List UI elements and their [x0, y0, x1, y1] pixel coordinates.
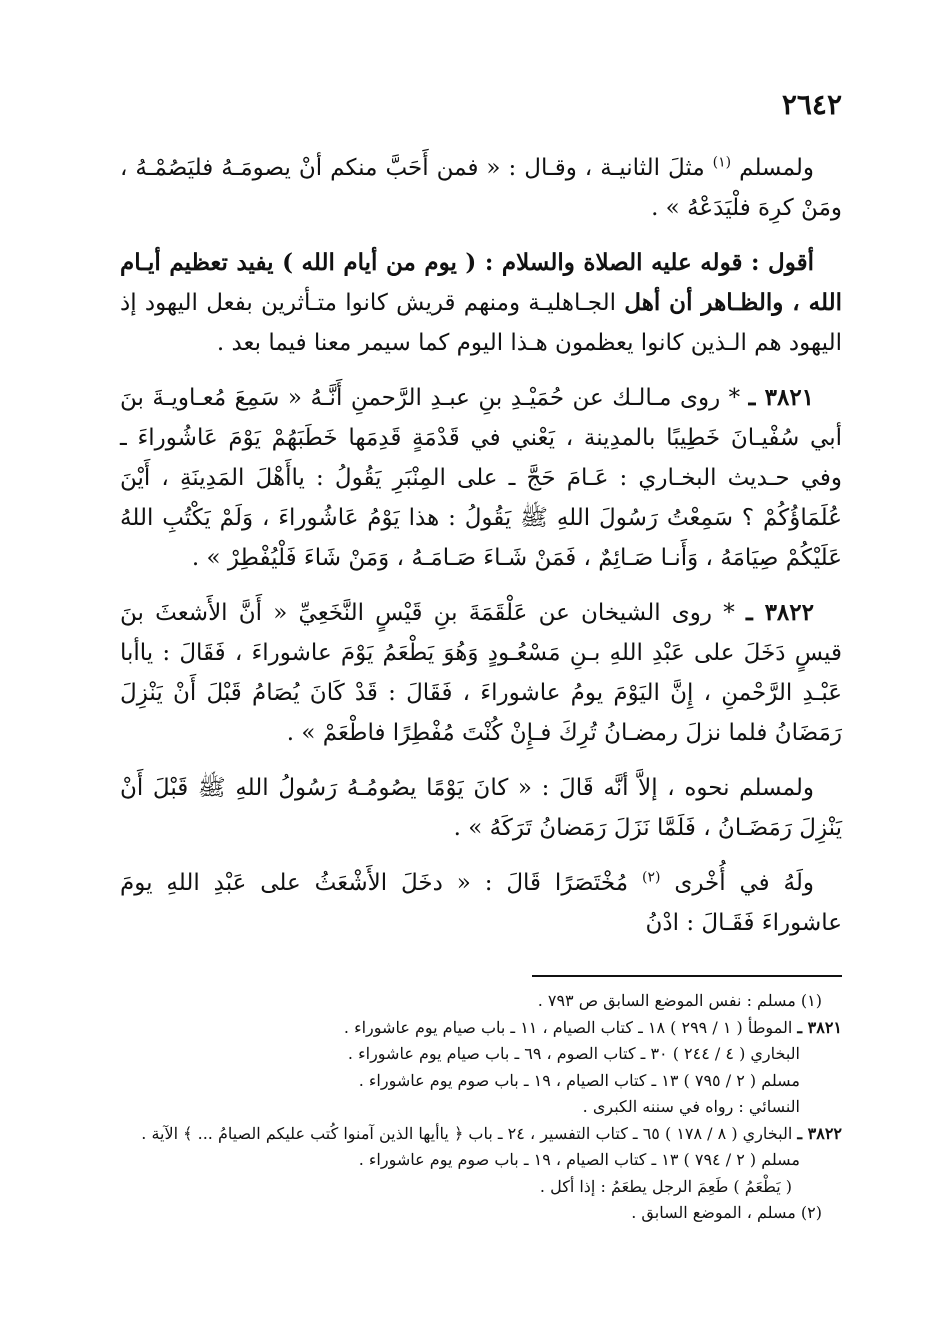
hadith-number: ٣٨٢١ ـ — [748, 384, 815, 411]
footnote-divider — [532, 975, 842, 977]
paragraph-muslim-variant — [120, 768, 842, 848]
footnote-mark-2: (٢) — [641, 869, 661, 886]
commentary-heading: أقول : قوله عليه الصلاة والسلام : ( يوم من أيام الله ) يفيد تعظيم أيـام الله ، والظـاهر أن أهل — [120, 249, 842, 316]
footnote-number: ٣٨٢١ ـ — [797, 1017, 842, 1037]
main-text — [120, 148, 842, 958]
paragraph-start: ولَهُ في أُخْرى — [674, 870, 815, 896]
hadith-3822 — [120, 593, 842, 753]
paragraph-text: مثلَ الثانيـة ، وقـال : « فمن أَحَبَّ منكم أنْ يصومَـهُ فليَصُمْـهُ ، ومَنْ كرِهَ فلْيَدَعْهُ » . — [120, 155, 842, 221]
footnote-mark-1: (١) — [712, 154, 732, 171]
paragraph-muslim-narration — [120, 148, 842, 228]
hadith-3821 — [120, 378, 842, 578]
footnote-number: ٣٨٢٢ ـ — [797, 1123, 842, 1143]
paragraph-text: ولمسلم نحوه ، إلاَّ أنَّه قَالَ : « كانَ يَوْمًا يصُومُـهُ رَسُولُ اللهِ ﷺ قَبْلَ أَنْ يَنْزِلَ رَمَضَـانُ ، فَلَمَّا نَزَلَ رَمَضانُ تَرَكَهُ » . — [120, 775, 842, 841]
footnote: (٢) مسلم ، الموضع السابق . — [631, 1203, 822, 1222]
commentary-text: الجـاهليـة ومنهم قريش كانوا متـأثرين بفعل اليهود إذ اليهود هم الـذين كانوا يعظمون هـذا اليوم كما سيمر معنا فيما بعد . — [120, 290, 842, 356]
paragraph-commentary — [120, 243, 842, 363]
footnote-text: الموطأ ( ١ / ٢٩٩ ) ١٨ ـ كتاب الصيام ، ١١ ـ باب صيام يوم عاشوراء . — [343, 1017, 793, 1037]
footnote-glossary: ( يَطْعَمُ ) طَعِمَ الرجل يطعَمُ : إذا أكل . — [539, 1176, 792, 1196]
footnote: مسلم ( ٢ / ٧٩٥ ) ١٣ ـ كتاب الصيام ، ١٩ ـ باب صوم يوم عاشوراء . — [358, 1070, 800, 1090]
footnote-text: البخاري ( ٨ / ١٧٨ ) ٦٥ ـ كتاب التفسير ، ٢٤ ـ باب ﴿ ياأيها الذين آمنوا كُتب عليكم الصيامُ ... ﴾ الآية . — [141, 1123, 793, 1143]
footnote-3822 — [110, 1121, 842, 1148]
hadith-number: ٣٨٢٢ ـ — [745, 599, 814, 626]
footnote-3821 — [110, 1015, 842, 1042]
footnote: (١) مسلم : نفس الموضع السابق ص ٧٩٣ . — [537, 991, 822, 1010]
page-number: ٢٦٤٢ — [781, 88, 842, 121]
hadith-text: * روى الشيخان عن عَلْقَمَةَ بنِ قَيْسٍ النَّخَعِيِّ « أَنَّ الأَشعثَ بنَ قيسٍ دَخَلَ على عَبْدِ اللهِ بـنِ مَسْعُـودٍ وَهُوَ يَطْعَمُ يَوْمَ عاشوراءَ ، فَقَالَ : ياأبا عَبْـدِ الرَّحْمنِ ، إِنَّ اليَوْمَ يومُ عاشوراءَ ، فَقَالَ : قَدْ كَانَ يُصَامُ قَبْلَ أَنْ يَنْزِلَ رَمَضَانُ فلما نزلَ رمضـانُ تُرِكَ فـإِنْ كُنْتَ مُفْطِرًا فاطْعَمْ » . — [120, 600, 842, 746]
footnotes — [110, 988, 842, 1227]
paragraph-start: ولمسلم — [739, 155, 814, 181]
footnote: النسائي : رواه في سننه الكبرى . — [582, 1097, 800, 1116]
paragraph-text: مُخْتَصَرًا قَالَ : « دخَلَ الأَشْعَثُ على عَبْدِ اللهِ يومَ عاشوراءَ فَقَـالَ : ادْنُ — [120, 870, 842, 936]
footnote: مسلم ( ٢ / ٧٩٤ ) ١٣ ـ كتاب الصيام ، ١٩ ـ باب صوم يوم عاشوراء . — [358, 1150, 800, 1169]
paragraph-another-narration — [120, 863, 842, 943]
footnote: البخاري ( ٤ / ٢٤٤ ) ٣٠ ـ كتاب الصوم ، ٦٩ ـ باب صيام يوم عاشوراء . — [347, 1044, 800, 1063]
hadith-text: * روى مـالـك عن حُمَيْـدِ بنِ عبـدِ الرَّحمنِ أَنَّـهُ « سَمِعَ مُعـاويـةَ بنَ أبي سُفْيـانَ خَطِيبًا بالمدِينة ، يَعْني في قَدْمَةٍ قَدِمَها خَطَبَهُمْ يَوْمَ عَاشُوراءَ ـ وفي حـديث البخـاري : عَـامَ حَجَّ ـ على المِنْبَرِ يَقُولُ : ياأَهْلَ المَدِينَةِ ، أَيْنَ عُلَمَاؤُكُمْ ؟ سَمِعْتُ رَسُولَ اللهِ ﷺ يَقُولُ : هذا يَوْمُ عَاشُوراءَ ، وَلَمْ يَكْتُبِ اللهُ عَلَيْكُمْ صِيَامَهُ ، وَأَنـا صَـائِمٌ ، فَمَنْ شَـاءَ صَـامَـهُ ، وَمَنْ شَاءَ فَلْيُفْطِرْ » . — [120, 385, 842, 571]
